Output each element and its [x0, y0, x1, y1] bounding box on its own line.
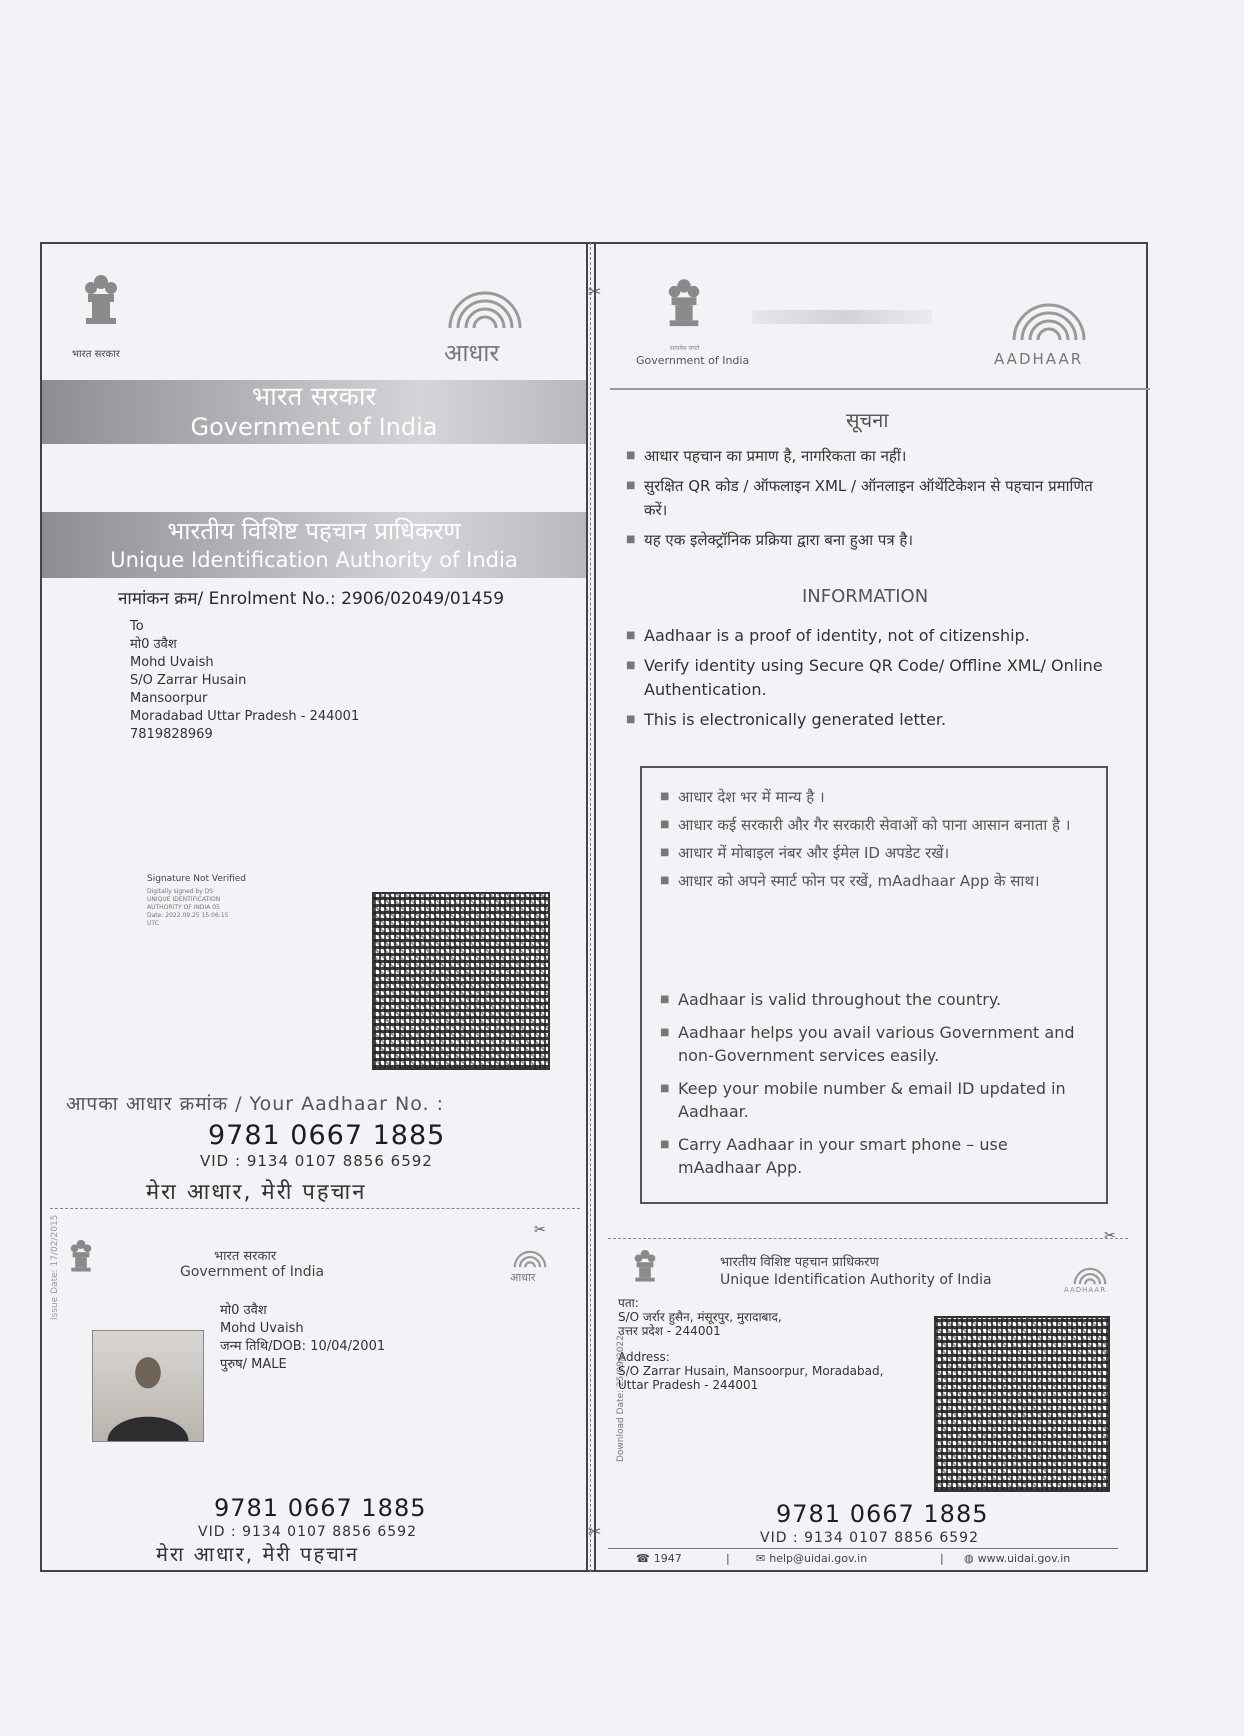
holder-name-hindi: मो0 उवैश	[220, 1303, 267, 1318]
address-label: Address:	[618, 1350, 670, 1364]
info-box-item: ■ Aadhaar is valid throughout the country.	[660, 988, 1090, 1011]
info-box-item: ■ आधार को अपने स्मार्ट फोन पर रखें, mAadhaar App के साथ।	[660, 870, 1080, 892]
footer-separator: |	[940, 1552, 944, 1565]
band-hindi: भारतीय विशिष्ट पहचान प्राधिकरण	[167, 517, 461, 545]
card-address-block	[618, 1296, 883, 1392]
holder-name: Mohd Uvaish	[220, 1321, 304, 1336]
government-band	[42, 380, 586, 444]
signature-line: Date: 2022.09.25 15:06:15	[147, 912, 229, 919]
scissors-icon: ✂	[588, 1522, 602, 1541]
info-box-item: ■ Carry Aadhaar in your smart phone – use mAadhaar App.	[660, 1133, 1090, 1179]
cut-line-horizontal	[50, 1208, 580, 1209]
card-authority-english: Unique Identification Authority of India	[720, 1272, 992, 1288]
mail-icon: ✉	[756, 1552, 766, 1565]
address-label-hindi: पता:	[618, 1296, 639, 1310]
holder-photo	[92, 1330, 204, 1442]
card-vid-number: VID : 9134 0107 8856 6592	[198, 1524, 417, 1540]
phone-number: 1947	[653, 1552, 682, 1565]
ashoka-emblem-icon	[662, 276, 706, 336]
ashoka-emblem-icon	[66, 1238, 96, 1278]
address-line: Mohd Uvaish	[130, 655, 214, 670]
information-item: ■ This is electronically generated letter.	[626, 708, 1146, 732]
information-title: INFORMATION	[802, 586, 929, 607]
scissors-icon: ✂	[1104, 1228, 1116, 1244]
card-tagline: मेरा आधार, मेरी पहचान	[156, 1542, 360, 1566]
information-item: ■ Verify identity using Secure QR Code/ Offline XML/ Online Authentication.	[626, 654, 1146, 702]
info-box-item: ■ आधार कई सरकारी और गैर सरकारी सेवाओं को पाना आसान बनाता है ।	[660, 814, 1080, 836]
center-divider	[586, 242, 596, 1572]
notice-title: सूचना	[846, 408, 889, 432]
card-gov-hindi: भारत सरकार	[214, 1249, 277, 1264]
card-holder-details	[220, 1302, 385, 1374]
information-list	[626, 624, 1146, 738]
aadhaar-logo-text: आधार	[444, 339, 500, 367]
card-authority-hindi: भारतीय विशिष्ट पहचान प्राधिकरण	[720, 1255, 879, 1270]
download-date: Download Date: 25/09/2022	[616, 1335, 626, 1462]
holder-gender: पुरुष/ MALE	[220, 1357, 287, 1372]
phone-icon: ☎	[636, 1552, 650, 1565]
aadhaar-logo-icon	[430, 282, 540, 332]
signature-title: Signature Not Verified	[147, 874, 247, 884]
address-english: S/O Zarrar Husain, Mansoorpur, Moradabad,	[618, 1364, 884, 1378]
address-line: मो0 उवैश	[130, 637, 177, 652]
signature-block	[147, 888, 228, 928]
ashoka-emblem-icon	[78, 272, 124, 334]
band-english: Unique Identification Authority of India	[110, 548, 518, 572]
website-url: www.uidai.gov.in	[977, 1552, 1071, 1565]
card-aadhaar-number: 9781 0667 1885	[214, 1494, 427, 1522]
header-blur-strip	[752, 310, 932, 324]
footer-email	[756, 1552, 867, 1565]
aadhaar-logo-text: AADHAAR	[1064, 1286, 1107, 1294]
footer-phone	[636, 1552, 682, 1565]
aadhaar-logo-icon	[1066, 1264, 1114, 1286]
signature-line: AUTHORITY OF INDIA 05	[147, 904, 220, 911]
footer-rule	[608, 1548, 1118, 1549]
emblem-caption: भारत सरकार	[72, 349, 120, 360]
notice-item: ■ यह एक इलेक्ट्रॉनिक प्रक्रिया द्वारा बना हुआ पत्र है।	[626, 528, 1096, 552]
info-box-item: ■ Aadhaar helps you avail various Government and non-Government services easily.	[660, 1021, 1090, 1067]
aadhaar-number-label: आपका आधार क्रमांक / Your Aadhaar No. :	[66, 1093, 445, 1115]
notice-item: ■ सुरक्षित QR कोड / ऑफलाइन XML / ऑनलाइन ऑथेंटिकेशन से पहचान प्रमाणित करें।	[626, 474, 1096, 522]
tagline: मेरा आधार, मेरी पहचान	[146, 1180, 367, 1205]
aadhaar-logo-text: AADHAAR	[994, 350, 1084, 368]
signature-line: Digitally signed by DS	[147, 888, 214, 895]
aadhaar-logo-text: आधार	[510, 1271, 536, 1284]
uidai-band	[42, 512, 586, 578]
emblem-motto: सत्यमेव जयते	[670, 345, 700, 352]
address-line: Moradabad Uttar Pradesh - 244001	[130, 709, 360, 724]
ashoka-emblem-icon	[630, 1248, 660, 1288]
address-line: To	[130, 619, 144, 634]
address-line: Mansoorpur	[130, 691, 208, 706]
issue-date: Issue Date: 17/02/2015	[50, 1214, 60, 1320]
info-box-hindi-list	[660, 786, 1080, 898]
signature-line: UTC	[147, 920, 159, 927]
notice-list	[626, 444, 1096, 558]
address-line: S/O Zarrar Husain	[130, 673, 247, 688]
qr-code	[372, 892, 550, 1070]
aadhaar-number: 9781 0667 1885	[208, 1120, 446, 1151]
recipient-address	[130, 618, 359, 744]
vid-number: VID : 9134 0107 8856 6592	[200, 1152, 433, 1170]
qr-code	[934, 1316, 1110, 1492]
emblem-caption: Government of India	[636, 354, 750, 367]
enrolment-number: नामांकन क्रम/ Enrolment No.: 2906/02049/01459	[118, 589, 505, 609]
signature-line: UNIQUE IDENTIFICATION	[147, 896, 221, 903]
aadhaar-logo-icon	[994, 294, 1104, 344]
info-box-english-list	[660, 988, 1090, 1185]
cut-line-horizontal	[608, 1238, 1128, 1239]
card-gov-english: Government of India	[180, 1264, 325, 1280]
notice-item: ■ आधार पहचान का प्रमाण है, नागरिकता का नहीं।	[626, 444, 1096, 468]
info-box-item: ■ आधार देश भर में मान्य है ।	[660, 786, 1080, 808]
email-address: help@uidai.gov.in	[769, 1552, 868, 1565]
scissors-icon: ✂	[588, 282, 602, 301]
header-rule	[610, 388, 1150, 390]
info-box-item: ■ Keep your mobile number & email ID updated in Aadhaar.	[660, 1077, 1090, 1123]
card-vid-number: VID : 9134 0107 8856 6592	[760, 1530, 979, 1546]
aadhaar-logo-icon	[506, 1246, 554, 1270]
address-hindi: उत्तर प्रदेश - 244001	[618, 1324, 721, 1338]
band-hindi: भारत सरकार	[251, 382, 377, 412]
address-hindi: S/O जर्रार हुसैन, मंसूरपुर, मुरादाबाद,	[618, 1310, 782, 1324]
address-english: Uttar Pradesh - 244001	[618, 1378, 759, 1392]
footer-website	[964, 1552, 1070, 1565]
footer-separator: |	[726, 1552, 730, 1565]
band-english: Government of India	[190, 413, 438, 441]
globe-icon: ◍	[964, 1552, 974, 1565]
scissors-icon: ✂	[534, 1222, 546, 1238]
card-aadhaar-number: 9781 0667 1885	[776, 1500, 989, 1528]
info-box-item: ■ आधार में मोबाइल नंबर और ईमेल ID अपडेट रखें।	[660, 842, 1080, 864]
cut-line-vertical	[590, 242, 591, 1572]
holder-dob: जन्म तिथि/DOB: 10/04/2001	[220, 1339, 386, 1354]
mobile-number: 7819828969	[130, 727, 213, 742]
information-item: ■ Aadhaar is a proof of identity, not of citizenship.	[626, 624, 1146, 648]
